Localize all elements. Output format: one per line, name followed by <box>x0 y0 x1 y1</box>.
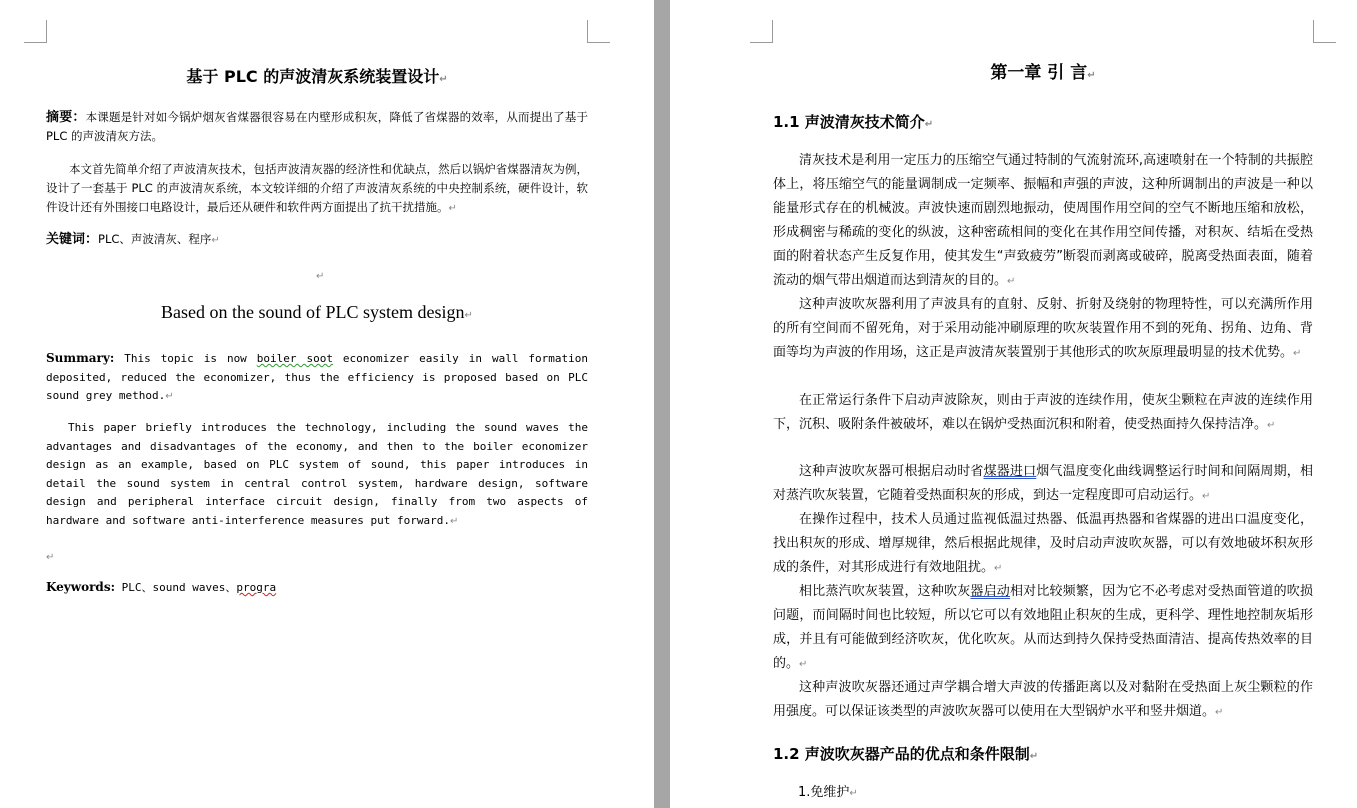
keywords-label: 关键词： <box>46 232 99 247</box>
empty-paragraph-2[interactable]: ↵ <box>46 552 55 563</box>
abstract-paragraph-2[interactable]: 本文首先简单介绍了声波清灰技术，包括声波清灰器的经济性和优缺点，然后以锅炉省煤器清灰为例，设计了一套基于 PLC 的声波清灰系统，本文较详细的介绍了声波清灰系统的中央控制系统，硬件设计，软件设计还有外围接口电路设计，最后还从硬件和软件两方面提出了抗干扰措施。↵ <box>46 162 588 214</box>
body-paragraph-1[interactable]: 清灰技术是利用一定压力的压缩空气通过特制的气流射流环,高速喷射在一个特制的共振腔体上，将压缩空气的能量调制成一定频率、振幅和声强的声波，这种所调制出的声波是一种以能量形式存在的机械波。声波快速而剧烈地振动，使周围作用空间的空气不断地压缩和放松，形成稠密与稀疏的变化的纵波，这种密疏相间的变化在其作用空间传播，对积灰、结垢在受热面的附着状态产生反复作用，使其发生“声致疲劳”断裂而剥离或破碎，脱离受热面表面，随着流动的烟气带出烟道而达到清灰的目的。↵ <box>773 153 1313 288</box>
section-heading-1-2[interactable]: 1.2 声波吹灰器产品的优点和条件限制↵ <box>773 745 1039 763</box>
summary-paragraph-1[interactable]: Summary: This topic is now boiler soot economizer easily in wall formation deposited, reduced the economizer, thus the efficiency is proposed based on PLC sound grey method.↵ <box>46 351 588 402</box>
abstract-paragraph-1[interactable]: 摘要：本课题是针对如今锅炉烟灰省煤器很容易在内壁形成积灰，降低了省煤器的效率，从而提出了基于 PLC 的声波清灰方法。 <box>46 110 588 143</box>
body-paragraph-7[interactable]: 这种声波吹灰器还通过声学耦合增大声波的传播距离以及对黏附在受热面上灰尘颗粒的作用强度。可以保证该类型的声波吹灰器可以使用在大型锅炉水平和竖井烟道。↵ <box>773 680 1313 719</box>
empty-paragraph[interactable]: ↵ <box>316 271 325 282</box>
body-paragraph-2[interactable]: 这种声波吹灰器利用了声波具有的直射、反射、折射及绕射的物理特性，可以充满所作用的所有空间而不留死角，对于采用动能冲刷原理的吹灰装置作用不到的死角、拐角、边角、背面等均为声波的作用场，这正是声波清灰装置别于其他形式的吹灰原理最明显的技术优势。↵ <box>773 297 1313 360</box>
keywords-english-line[interactable]: Keywords: PLC、sound waves、progra <box>46 580 277 594</box>
abstract-label: 摘要： <box>46 110 86 125</box>
document-page-right[interactable] <box>670 0 1357 808</box>
body-paragraph-4[interactable]: 这种声波吹灰器可根据启动时省煤器进口烟气温度变化曲线调整运行时间和间隔周期，相对蒸汽吹灰装置，它随着受热面积灰的形成，到达一定程度即可启动运行。↵ <box>773 464 1313 503</box>
crop-mark-top-right <box>587 20 610 43</box>
body-paragraph-5[interactable]: 在操作过程中，技术人员通过监视低温过热器、低温再热器和省煤器的进出口温度变化，找出积灰的形成、增厚规律，然后根据此规律，及时启动声波吹灰器，可以有效地破坏积灰形成的条件，对其形成进行有效地阻扰。↵ <box>773 512 1313 575</box>
english-title[interactable]: Based on the sound of PLC system design↵ <box>161 302 473 322</box>
body-paragraph-3[interactable]: 在正常运行条件下启动声波除灰，则由于声波的连续作用，使灰尘颗粒在声波的连续作用下，沉积、吸附条件被破坏，难以在锅炉受热面沉积和附着，使受热面持久保持洁净。↵ <box>773 393 1313 432</box>
grammar-mark: 器启动 <box>970 584 1010 599</box>
paper-title[interactable]: 基于 PLC 的声波清灰系统装置设计↵ <box>186 67 448 86</box>
document-page-left[interactable] <box>0 0 654 808</box>
crop-mark-top-left <box>24 20 47 43</box>
grammar-mark: boiler soot <box>256 352 333 365</box>
grammar-mark: 煤器进口 <box>983 464 1037 479</box>
crop-mark-top-left <box>750 20 773 43</box>
summary-paragraph-2[interactable]: This paper briefly introduces the technology, including the sound waves the advantages and disadvantages of the economy, and then to the boiler economizer design as an example, based on PLC system of sound, this paper introduces in detail the sound system in central control system, hardware design, software design and peripheral interface circuit design, finally from two aspects of hardware and software anti-interference measures put forward.↵ <box>46 421 588 527</box>
section-heading-1-1[interactable]: 1.1 声波清灰技术简介↵ <box>773 113 934 131</box>
keywords-line[interactable]: 关键词：PLC、声波清灰、程序↵ <box>46 232 220 247</box>
summary-label: Summary: <box>46 351 115 365</box>
list-item-1[interactable]: 1.免维护↵ <box>798 785 858 800</box>
spelling-mark: progra <box>236 581 277 594</box>
crop-mark-top-right <box>1313 20 1336 43</box>
body-paragraph-6[interactable]: 相比蒸汽吹灰装置，这种吹灰器启动相对比较频繁，因为它不必考虑对受热面管道的吹损问题，而间隔时间也比较短，所以它可以有效地阻止积灰的生成，更科学、理性地控制灰垢形成，并且有可能做到经济吹灰，优化吹灰。从而达到持久保持受热面清洁、提高传热效率的目的。↵ <box>773 584 1313 671</box>
keywords-en-label: Keywords: <box>46 580 116 594</box>
chapter-heading[interactable]: 第一章 引 言↵ <box>990 63 1096 83</box>
